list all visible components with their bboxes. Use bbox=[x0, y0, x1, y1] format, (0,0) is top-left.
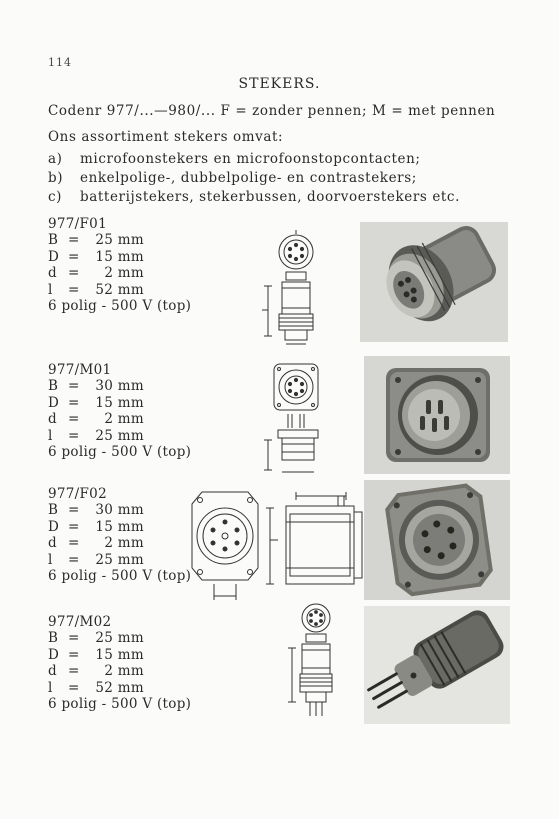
spec-row bbox=[48, 378, 191, 394]
spec-value: 25 mm bbox=[95, 630, 144, 647]
spec-row bbox=[48, 663, 191, 679]
spec-key: B bbox=[48, 232, 59, 249]
connector-photo-977-m01 bbox=[364, 356, 510, 474]
spec-value: 15 mm bbox=[95, 394, 144, 411]
spec-eq: = bbox=[68, 394, 80, 411]
spec-eq: = bbox=[68, 411, 80, 428]
spec-eq: = bbox=[68, 679, 80, 696]
spec-eq: = bbox=[68, 535, 80, 552]
spec-key: D bbox=[48, 518, 60, 535]
spec-key: d bbox=[48, 265, 57, 282]
connector-photo-977-f02 bbox=[364, 480, 510, 600]
spec-eq: = bbox=[68, 663, 80, 680]
spec-key: d bbox=[48, 535, 57, 552]
spec-row bbox=[48, 535, 191, 551]
intro-text: Ons assortiment stekers omvat: bbox=[48, 129, 284, 145]
category-text: batterijstekers, stekerbussen, doorvoerstekers etc. bbox=[80, 189, 460, 205]
product-code: 977/M01 bbox=[48, 362, 112, 378]
spec-key: d bbox=[48, 411, 57, 428]
spec-value: 30 mm bbox=[95, 378, 144, 395]
category-label: c) bbox=[48, 189, 63, 205]
pin-rating: 6 polig - 500 V (top) bbox=[48, 298, 192, 315]
page-title: STEKERS. bbox=[238, 76, 321, 92]
spec-row bbox=[48, 428, 191, 444]
product-spec-977-m02 bbox=[48, 614, 191, 712]
spec-eq: = bbox=[68, 248, 80, 265]
spec-row bbox=[48, 680, 191, 696]
category-item bbox=[48, 169, 460, 188]
technical-drawing-977-m01 bbox=[262, 360, 338, 478]
pin-rating: 6 polig - 500 V (top) bbox=[48, 568, 192, 585]
spec-eq: = bbox=[68, 427, 80, 444]
spec-key: D bbox=[48, 248, 60, 265]
spec-key: B bbox=[48, 630, 59, 647]
spec-key: l bbox=[48, 551, 53, 568]
spec-eq: = bbox=[68, 502, 80, 519]
spec-row bbox=[48, 647, 191, 663]
spec-value: 2 mm bbox=[104, 663, 144, 680]
product-code: 977/F01 bbox=[48, 216, 107, 232]
technical-drawing-977-m02 bbox=[286, 602, 352, 722]
product-spec-977-f02 bbox=[48, 486, 191, 584]
pin-rating: 6 polig - 500 V (top) bbox=[48, 444, 192, 461]
spec-row bbox=[48, 630, 191, 646]
spec-eq: = bbox=[68, 232, 80, 249]
spec-eq: = bbox=[68, 630, 80, 647]
spec-value: 52 mm bbox=[95, 679, 144, 696]
spec-value: 15 mm bbox=[95, 518, 144, 535]
spec-eq: = bbox=[68, 265, 80, 282]
category-item bbox=[48, 188, 460, 207]
spec-value: 2 mm bbox=[104, 265, 144, 282]
connector-photo-977-m02 bbox=[364, 606, 510, 724]
spec-value: 2 mm bbox=[104, 411, 144, 428]
spec-key: B bbox=[48, 502, 59, 519]
code-line: Codenr 977/...—980/... F = zonder pennen; M = met pennen bbox=[48, 103, 496, 119]
product-spec-977-f01 bbox=[48, 216, 191, 314]
product-code: 977/F02 bbox=[48, 486, 107, 502]
spec-eq: = bbox=[68, 551, 80, 568]
technical-drawing-977-f02 bbox=[186, 488, 372, 606]
spec-row bbox=[48, 411, 191, 427]
spec-row bbox=[48, 249, 191, 265]
spec-value: 25 mm bbox=[95, 551, 144, 568]
technical-drawing-977-f01 bbox=[260, 228, 340, 346]
category-list bbox=[48, 150, 460, 207]
spec-row bbox=[48, 232, 191, 248]
spec-key: l bbox=[48, 281, 53, 298]
pin-rating: 6 polig - 500 V (top) bbox=[48, 696, 192, 713]
spec-eq: = bbox=[68, 518, 80, 535]
spec-eq: = bbox=[68, 378, 80, 395]
spec-key: D bbox=[48, 394, 60, 411]
spec-eq: = bbox=[68, 646, 80, 663]
category-text: microfoonstekers en microfoonstopcontacten; bbox=[80, 151, 421, 167]
spec-value: 30 mm bbox=[95, 502, 144, 519]
connector-photo-977-f01 bbox=[360, 222, 508, 342]
product-spec-977-m01 bbox=[48, 362, 191, 460]
spec-row bbox=[48, 395, 191, 411]
spec-row bbox=[48, 282, 191, 298]
spec-row bbox=[48, 265, 191, 281]
spec-row bbox=[48, 552, 191, 568]
product-code: 977/M02 bbox=[48, 614, 112, 630]
spec-key: D bbox=[48, 646, 60, 663]
spec-key: l bbox=[48, 679, 53, 696]
spec-value: 52 mm bbox=[95, 281, 144, 298]
spec-key: d bbox=[48, 663, 57, 680]
category-label: b) bbox=[48, 170, 64, 186]
spec-key: B bbox=[48, 378, 59, 395]
spec-row bbox=[48, 502, 191, 518]
spec-value: 15 mm bbox=[95, 248, 144, 265]
spec-value: 2 mm bbox=[104, 535, 144, 552]
spec-key: l bbox=[48, 427, 53, 444]
page-number: 114 bbox=[48, 56, 72, 69]
category-item bbox=[48, 150, 460, 169]
spec-value: 25 mm bbox=[95, 232, 144, 249]
category-text: enkelpolige-, dubbelpolige- en contrastekers; bbox=[80, 170, 417, 186]
spec-value: 25 mm bbox=[95, 427, 144, 444]
spec-value: 15 mm bbox=[95, 646, 144, 663]
category-label: a) bbox=[48, 151, 63, 167]
spec-row bbox=[48, 519, 191, 535]
spec-eq: = bbox=[68, 281, 80, 298]
